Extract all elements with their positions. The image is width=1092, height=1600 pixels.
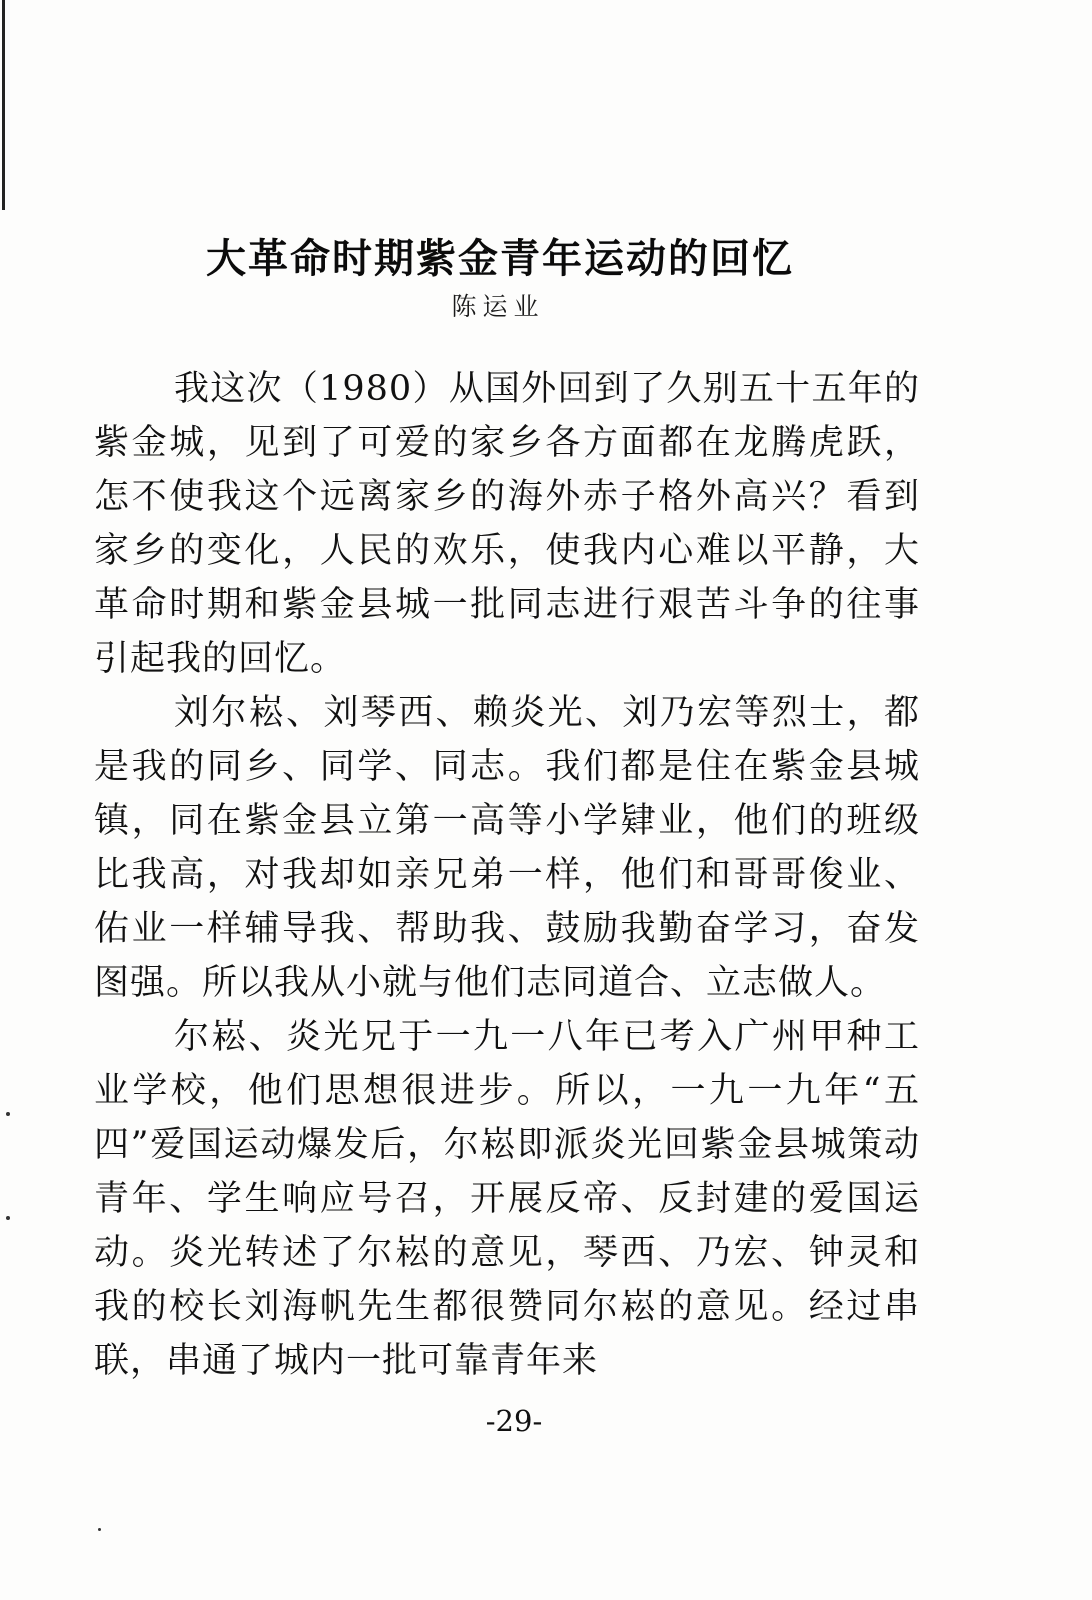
page-number: -29- bbox=[485, 1404, 543, 1438]
article-title: 大革命时期紫金青年运动的回忆 bbox=[206, 235, 794, 282]
paragraph: 尔崧、炎光兄于一九一八年已考入广州甲种工业学校，他们思想很进步。所以，一九一九年“五四”爱国运动爆发后，尔崧即派炎光回紫金县城策动青年、学生响应号召，开展反帝、反封建的爱国运动。炎光转述了尔崧的意见，琴西、乃宏、钟灵和我的校长刘海帆先生都很赞同尔崧的意见。经过串联，串通了城内一批可靠青年来 bbox=[94, 1017, 920, 1381]
article-body bbox=[94, 362, 920, 1388]
author-name: 陈运业 bbox=[451, 292, 545, 321]
scan-edge-line bbox=[2, 0, 5, 210]
scan-speck bbox=[6, 1216, 10, 1220]
paragraph: 刘尔崧、刘琴西、赖炎光、刘乃宏等烈士，都是我的同乡、同学、同志。我们都是住在紫金县城镇，同在紫金县立第一高等小学肄业，他们的班级比我高，对我却如亲兄弟一样，他们和哥哥俊业、佑业一样辅导我、帮助我、鼓励我勤奋学习，奋发图强。所以我从小就与他们志同道合、立志做人。 bbox=[94, 693, 920, 1003]
scan-speck bbox=[98, 1528, 101, 1531]
scan-speck bbox=[6, 1112, 10, 1116]
paragraph: 我这次（1980）从国外回到了久别五十五年的紫金城，见到了可爱的家乡各方面都在龙腾虎跃，怎不使我这个远离家乡的海外赤子格外高兴？看到家乡的变化，人民的欢乐，使我内心难以平静，大革命时期和紫金县城一批同志进行艰苦斗争的往事引起我的回忆。 bbox=[94, 369, 920, 679]
